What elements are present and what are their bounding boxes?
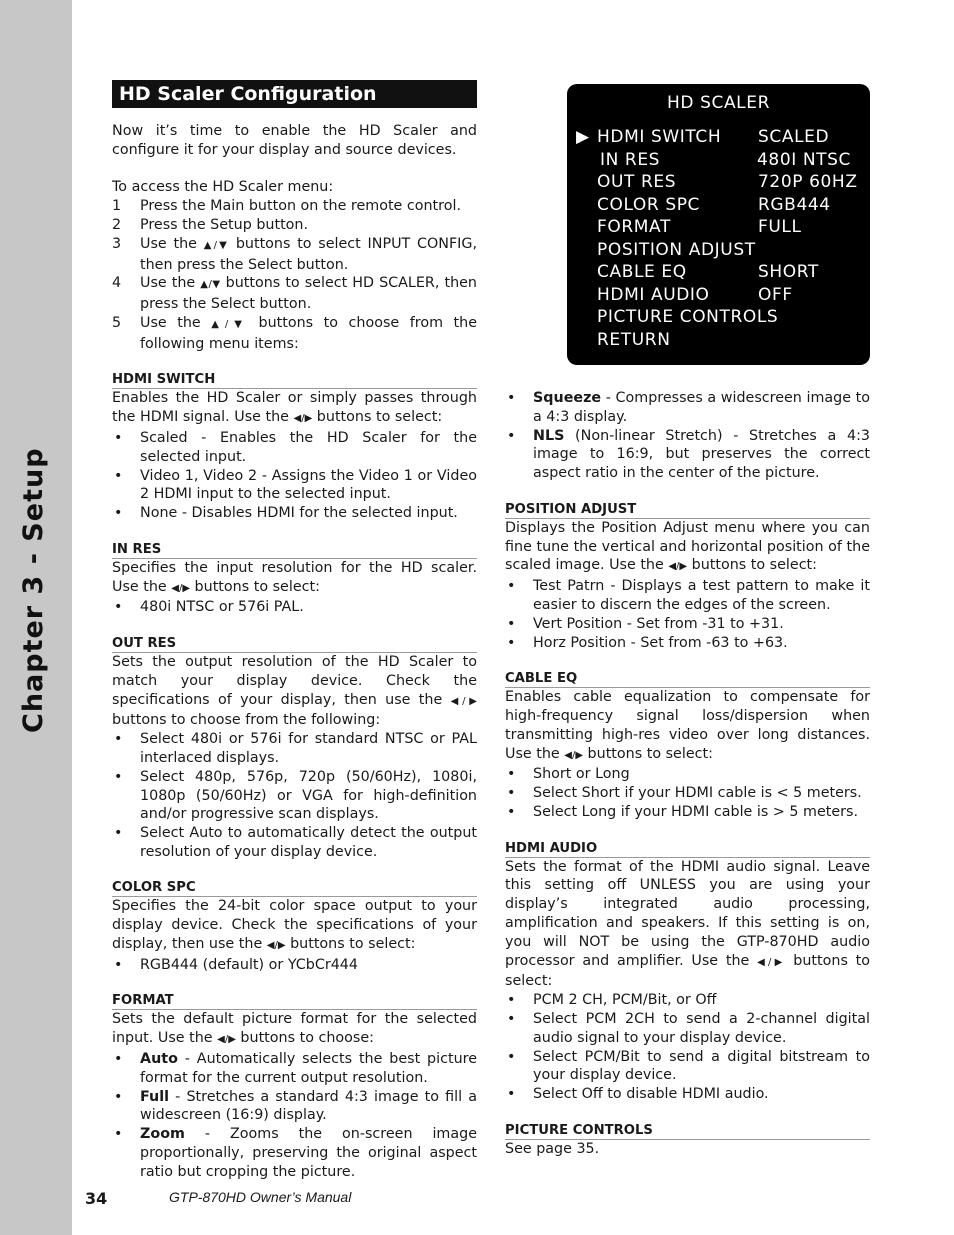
manual-title: GTP-870HD Owner’s Manual [169,1189,352,1205]
list-item: • Select 480i or 576i for standard NTSC or PAL interlaced displays. [112,730,477,768]
color-spc-body: Specifies the 24-bit color space output to your display device. Check the specifications of your display, then use the ◀/▶ buttons to select: [112,898,477,953]
step-number: 1 [112,198,122,215]
step-item [112,274,477,314]
step-text-cont: buttons to choose from the following menu items: [140,314,478,352]
list-item: • Scaled - Enables the HD Scaler for the selected input. [112,429,477,467]
list-item: • Squeeze - Compresses a widescreen image to a 4:3 display. [505,389,870,427]
left-right-arrows-icon: ◀/▶ [266,940,286,952]
step-text-cont: buttons to select HD SCALER, then press the Select button. [140,275,477,313]
section-title: HD Scaler Configuration [112,80,477,108]
color-spc-options [112,956,477,975]
osd-title: HD SCALER [667,93,770,113]
out-res-body: Sets the output resolution of the HD Scaler to match your display device. Check the specifications of your display, then use the ◀/▶ buttons to choose from the following: [112,653,477,729]
osd-row: COLOR SPC RGB444 [597,194,831,215]
left-right-arrows-icon: ◀/▶ [757,956,786,968]
format-options-cont [505,389,870,483]
left-right-arrows-icon: ◀/▶ [668,561,688,573]
hdmi-switch-options [112,429,477,523]
list-item: • Zoom - Zooms the on-screen image proportionally, preserving the original aspect ratio but cropping the picture. [112,1125,477,1181]
left-right-arrows-icon: ◀/▶ [293,413,313,425]
list-item: • Vert Position - Set from -31 to +31. [505,615,870,634]
step-text: Press the Setup button. [140,216,309,233]
right-column [505,389,870,1158]
chapter-sidebar [0,0,72,1235]
access-label: To access the HD Scaler menu: [112,179,334,196]
step-number: 5 [112,314,122,331]
osd-row: ▶ HDMI SWITCH SCALED [576,127,830,147]
heading-color-spc: COLOR SPC [112,880,477,897]
osd-row: RETURN [597,329,671,350]
steps-list [112,197,477,353]
step-item [112,235,477,275]
left-right-arrows-icon: ◀/▶ [217,1034,236,1046]
step-text: Use the [140,235,204,252]
list-item: • Select 480p, 576p, 720p (50/60Hz), 1080i, 1080p (50/60Hz) or VGA for high-definition and/or progressive scan displays. [112,768,477,824]
heading-hdmi-switch: HDMI SWITCH [112,372,477,389]
heading-format: FORMAT [112,993,477,1010]
list-item: • Select Long if your HDMI cable is > 5 meters. [505,803,870,822]
cable-eq-body: Enables cable equalization to compensate for high-frequency signal loss/dispersion when transmitting high-res video over long distances. Use the ◀/▶ buttons to select: [505,689,870,762]
format-options [112,1050,477,1182]
heading-cable-eq: CABLE EQ [505,671,870,688]
list-item: • Video 1, Video 2 - Assigns the Video 1 or Video 2 HDMI input to the selected input. [112,467,477,505]
up-down-arrows-icon: ▲/▼ [203,239,230,251]
osd-row: PICTURE CONTROLS [597,307,779,327]
hdmi-audio-body: Sets the format of the HDMI audio signal. Leave this setting off UNLESS you are using your display’s integrated audio processing, amplification and speakers. If this setting is on, you will NOT be using the GTP-870HD audio processor and amplifier. Use the ◀/▶ buttons to select: [505,858,871,990]
list-item: • Select PCM 2CH to send a 2-channel digital audio signal to your display device. [505,1010,870,1048]
step-item [112,314,477,354]
cursor-arrow-icon: ▶ [576,127,590,147]
format-body: Sets the default picture format for the selected input. Use the ◀/▶ buttons to choose: [112,1011,477,1047]
list-item: • Select Off to disable HDMI audio. [505,1085,870,1104]
osd-row: IN RES 480I NTSC [600,149,852,170]
list-item: • Select Auto to automatically detect the output resolution of your display device. [112,824,477,862]
osd-row: OUT RES 720P 60HZ [597,172,858,192]
hd-scaler-osd-menu [567,84,870,365]
in-res-body: Specifies the input resolution for the HD scaler. Use the ◀/▶ buttons to select: [112,559,477,595]
list-item: • Horz Position - Set from -63 to +63. [505,634,870,653]
heading-in-res: IN RES [112,542,477,559]
left-right-arrows-icon: ◀/▶ [564,749,584,761]
list-item: • Full - Stretches a standard 4:3 image to fill a widescreen (16:9) display. [112,1088,477,1126]
hdmi-audio-options [505,991,870,1104]
list-item: • Auto - Automatically selects the best picture format for the current output resolution. [112,1050,477,1088]
list-item: • Test Patrn - Displays a test pattern to make it easier to discern the edges of the screen. [505,577,870,615]
step-text: Use the [140,314,212,331]
up-down-arrows-icon: ▲/▼ [211,318,248,330]
picture-controls-body: See page 35. [505,1140,600,1157]
position-adjust-options [505,577,870,652]
cable-eq-options [505,765,870,821]
position-adjust-body: Displays the Position Adjust menu where you can fine tune the vertical and horizontal position of the scaled image. Use the ◀/▶ buttons to select: [505,519,870,574]
page-number: 34 [85,1189,108,1208]
left-right-arrows-icon: ◀/▶ [171,582,191,594]
hdmi-switch-body: Enables the HD Scaler or simply passes through the HDMI signal. Use the ◀/▶ buttons to select: [112,390,477,426]
list-item: • RGB444 (default) or YCbCr444 [112,956,477,975]
list-item: • Select PCM/Bit to send a digital bitstream to your display device. [505,1048,870,1086]
intro-paragraph: Now it’s time to enable the HD Scaler and configure it for your display and source devices. [112,123,477,158]
osd-row: CABLE EQ SHORT [597,262,819,282]
heading-out-res: OUT RES [112,636,477,653]
out-res-options [112,730,477,862]
list-item: • Select Short if your HDMI cable is < 5 meters. [505,784,870,803]
osd-row: FORMAT FULL [597,217,802,237]
heading-hdmi-audio: HDMI AUDIO [505,841,870,858]
list-item: • 480i NTSC or 576i PAL. [112,598,477,617]
step-number: 2 [112,216,122,233]
list-item: • PCM 2 CH, PCM/Bit, or Off [505,991,870,1010]
step-number: 4 [112,275,122,292]
chapter-tab-label: Chapter 3 - Setup [18,447,49,733]
step-item [112,197,477,216]
step-number: 3 [112,235,122,252]
heading-picture-controls: PICTURE CONTROLS [505,1123,870,1140]
up-down-arrows-icon: ▲/▼ [200,279,221,291]
step-text: Press the Main button on the remote control. [140,198,461,215]
left-right-arrows-icon: ◀/▶ [450,695,477,707]
list-item: • NLS (Non-linear Stretch) - Stretches a 4:3 image to 16:9, but preserves the correct aspect ratio in the center of the picture. [505,427,870,483]
in-res-options [112,598,477,617]
left-column [112,80,477,1182]
list-item: • None - Disables HDMI for the selected input. [112,504,477,523]
step-item [112,216,477,235]
osd-row: HDMI AUDIO OFF [597,284,793,305]
heading-position-adjust: POSITION ADJUST [505,502,870,519]
step-text-cont: buttons to select INPUT CONFIG, then press the Select button. [140,235,478,273]
osd-row: POSITION ADJUST [597,239,756,260]
list-item: • Short or Long [505,765,870,784]
step-text: Use the [140,275,201,292]
